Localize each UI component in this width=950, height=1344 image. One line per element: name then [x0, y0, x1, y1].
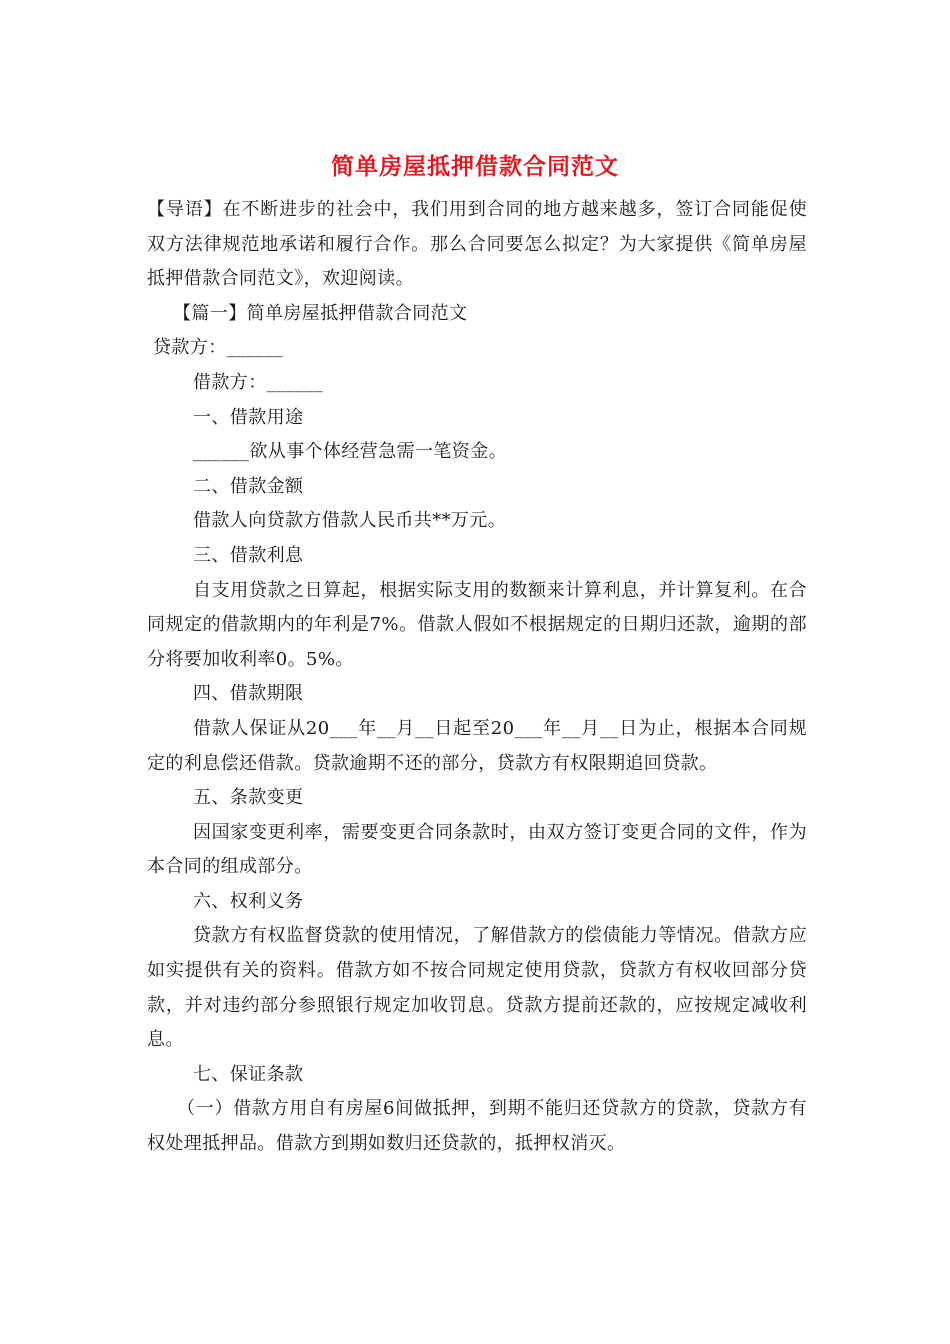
section-heading: 【篇一】简单房屋抵押借款合同范文 [173, 302, 468, 324]
clause-heading: 二、借款金额 [193, 475, 304, 497]
clause-heading: 七、保证条款 [193, 1063, 304, 1085]
clause-body: 自支用贷款之日算起，根据实际支用的数额来计算利息，并计算复利。在合同规定的借款期内的年利是7%。借款人假如不根据规定的日期归还款，逾期的部分将要加收利率0。5%。 [147, 579, 807, 670]
clause-body: 借款人向贷款方借款人民币共**万元。 [193, 510, 507, 532]
clause-heading: 五、条款变更 [193, 787, 304, 809]
clause-heading: 一、借款用途 [193, 406, 304, 428]
clause-body: 贷款方有权监督贷款的使用情况，了解借款方的偿债能力等情况。借款方应如实提供有关的资料。借款方如不按合同规定使用贷款，贷款方有权收回部分贷款，并对违约部分参照银行规定加收罚息。贷款方提前还款的，应按规定减收利息。 [147, 925, 807, 1051]
clause-body: 因国家变更利率，需要变更合同条款时，由双方签订变更合同的文件，作为本合同的组成部分。 [147, 821, 807, 878]
clause-heading: 四、借款期限 [193, 683, 304, 705]
clause-heading: 六、权利义务 [193, 890, 304, 912]
clause-body: ______欲从事个体经营急需一笔资金。 [193, 441, 507, 463]
document-body [147, 193, 807, 1162]
document-title: 简单房屋抵押借款合同范文 [331, 153, 619, 180]
clause-heading: 三、借款利息 [193, 544, 304, 566]
lender-line: 贷款方：______ [153, 337, 283, 359]
clause-body: 借款人保证从20___年__月__日起至20___年__月__日为止，根据本合同规定的利息偿还借款。贷款逾期不还的部分，贷款方有权限期追回贷款。 [147, 717, 807, 774]
clause-body: （一）借款方用自有房屋6间做抵押，到期不能归还贷款方的贷款，贷款方有权处理抵押品。借款方到期如数归还贷款的，抵押权消灭。 [147, 1098, 807, 1155]
intro-paragraph: 【导语】在不断进步的社会中，我们用到合同的地方越来越多，签订合同能促使双方法律规范地承诺和履行合作。那么合同要怎么拟定？为大家提供《简单房屋抵押借款合同范文》，欢迎阅读。 [147, 199, 807, 290]
borrower-line: 借款方：______ [193, 371, 323, 393]
